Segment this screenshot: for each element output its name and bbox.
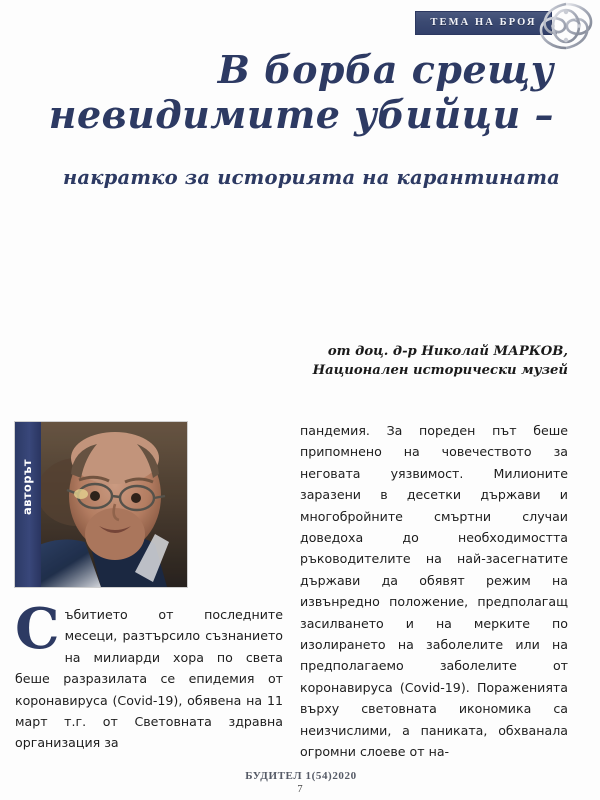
byline-affiliation: Национален исторически музей — [312, 363, 568, 378]
left-column-paragraph — [15, 596, 283, 754]
headline-line-1: В борба срещу — [217, 47, 554, 92]
section-banner-bar — [415, 11, 552, 35]
drop-cap: С — [15, 596, 60, 662]
article-subheadline: накратко за историята на карантината — [63, 166, 560, 189]
page-number: 7 — [297, 784, 303, 795]
article-byline — [300, 342, 568, 380]
body-column-left — [15, 596, 283, 754]
ornamental-medallion-icon — [535, 0, 597, 52]
body-column-right — [300, 420, 568, 763]
byline-author: от доц. д-р Николай МАРКОВ, — [327, 344, 568, 359]
author-photo-label: авторът — [20, 459, 34, 515]
section-banner-label: ТЕМА НА БРОЯ — [430, 17, 537, 28]
left-column-text: ъбитието от последните месеци, разтърсило съзнанието на милиарди хора по света беше разразилата се епидемия от коронавируса (Covid-19), обявена на 11 март т.г. от Световната здравна организация за — [15, 607, 283, 751]
author-photo — [15, 422, 187, 587]
author-photo-label-strip — [15, 422, 41, 587]
article-headline — [40, 48, 560, 138]
right-column-paragraph: пандемия. За пореден път беше припомнено на човечеството за неговата уязвимост. Милионите заразени в десетки държави и многобройните смъртни случаи доведоха до необходимостта ръководителите на най-засегнатите държави да обявят режим на извънредно положение, предполагащ засилването и на мерките по изолирането на заболелите или на предполагаемо заболелите от коронавируса (Covid-19). Пораженията върху световната икономика са неизчислими, а паниката, обхванала огромни слоеве от на- — [300, 423, 568, 760]
headline-line-2: невидимите убийци – — [48, 92, 554, 137]
footer-publication: БУДИТЕЛ 1(54)2020 — [245, 770, 357, 782]
